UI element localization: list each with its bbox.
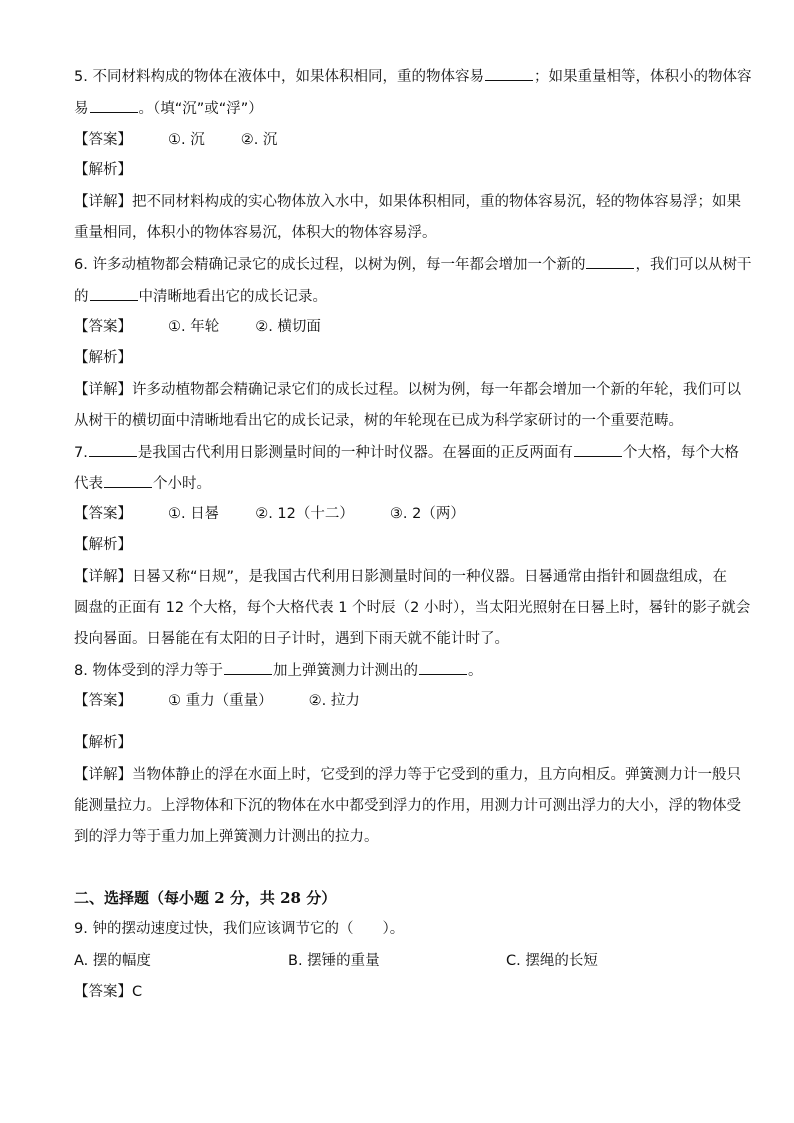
q5-text-1: 5. 不同材料构成的物体在液体中，如果体积相同，重的物体容易 — [74, 69, 484, 85]
q6-answer — [74, 317, 321, 337]
q7-text-3: 个大格，每个大格 — [622, 445, 739, 461]
q5-text-3: 易 — [74, 101, 89, 117]
section-heading: 二、选择题（每小题 2 分，共 28 分） — [74, 889, 337, 907]
q7-detail-line-3: 投向晷面。日晷能在有太阳的日子计时，遇到下雨天就不能计时了。 — [74, 631, 509, 647]
q6-answer-2: ②. 横切面 — [255, 319, 321, 335]
q5-detail-line-2: 重量相同，体积小的物体容易沉，体积大的物体容易浮。 — [74, 225, 437, 241]
q5-text-4: 。（填“沉”或“浮”） — [138, 101, 263, 117]
q9-answer-value: C — [132, 984, 143, 1000]
q9-answer — [74, 982, 142, 1002]
q6-detail-line-2: 从树干的横切面中清晰地看出它的成长记录，树的年轮现在已成为科学家研讨的一个重要范畴。 — [74, 413, 683, 429]
answer-tag: 【答案】 — [74, 506, 132, 522]
q6-text-4: 中清晰地看出它的成长记录。 — [138, 289, 327, 305]
q7-detail-line-1: 【详解】日晷又称“日规”，是我国古代利用日影测量时间的一种仪器。日晷通常由指针和圆盘组成，在 — [74, 569, 728, 585]
q6-detail-line-1: 【详解】许多动植物都会精确记录它们的成长过程。以树为例，每一年都会增加一个新的年轮，我们可以 — [74, 382, 741, 398]
q8-answer — [74, 691, 360, 711]
q6-blank-2 — [90, 286, 138, 301]
q8-detail-line-3: 到的浮力等于重力加上弹簧测力计测出的拉力。 — [74, 829, 379, 845]
q5-answer-2: ②. 沉 — [240, 132, 278, 148]
analysis-tag: 【解析】 — [74, 537, 132, 553]
q5-stem-line-1 — [74, 66, 751, 87]
q7-analysis — [74, 535, 132, 555]
q6-stem-line-1 — [74, 254, 751, 275]
q7-answer-2: ②. 12（十二） — [255, 506, 354, 522]
analysis-tag: 【解析】 — [74, 350, 132, 366]
q8-stem-line-1 — [74, 660, 482, 681]
q9-option-a: A. 摆的幅度 — [74, 953, 151, 969]
q7-answer-1: ①. 日晷 — [168, 506, 220, 522]
q8-text-1: 8. 物体受到的浮力等于 — [74, 663, 223, 679]
q7-answer — [74, 504, 465, 524]
q6-text-1: 6. 许多动植物都会精确记录它的成长过程，以树为例，每一年都会增加一个新的 — [74, 257, 586, 273]
q7-answer-3: ③. 2（两） — [389, 506, 465, 522]
q6-text-2: ，我们可以从树干 — [635, 257, 752, 273]
q7-text-1: 7. — [74, 445, 88, 461]
q6-stem-line-2 — [74, 286, 327, 307]
q6-text-3: 的 — [74, 289, 89, 305]
q9-stem: 9. 钟的摆动速度过快，我们应该调节它的（ ）。 — [74, 921, 405, 937]
answer-tag: 【答案】 — [74, 132, 132, 148]
q7-stem-line-2 — [74, 473, 211, 494]
q7-blank-3 — [104, 473, 152, 488]
q5-text-2: ；如果重量相等，体积小的物体容 — [533, 69, 752, 85]
q6-blank-1 — [586, 254, 634, 269]
q7-blank-1 — [89, 442, 137, 457]
q5-answer — [74, 130, 277, 150]
q5-blank-1 — [485, 66, 533, 81]
q5-answer-1: ①. 沉 — [168, 132, 205, 148]
q5-detail-line-1: 【详解】把不同材料构成的实心物体放入水中，如果体积相同，重的物体容易沉，轻的物体容易浮；如果 — [74, 194, 741, 210]
answer-tag: 【答案】 — [74, 319, 132, 335]
q9-options — [74, 951, 726, 971]
q8-answer-2: ②. 拉力 — [308, 693, 360, 709]
q8-detail-line-1: 【详解】当物体静止的浮在水面上时，它受到的浮力等于它受到的重力，且方向相反。弹簧测力计一般只 — [74, 767, 741, 783]
q7-detail-line-2: 圆盘的正面有 12 个大格，每个大格代表 1 个时辰（2 小时），当太阳光照射在日晷上时，晷针的影子就会 — [74, 600, 751, 616]
analysis-tag: 【解析】 — [74, 162, 132, 178]
q6-answer-1: ①. 年轮 — [168, 319, 220, 335]
answer-tag: 【答案】 — [74, 693, 132, 709]
q8-text-3: 。 — [467, 663, 483, 679]
q9-option-c: C. 摆绳的长短 — [506, 953, 598, 969]
q9-option-b: B. 摆锤的重量 — [288, 953, 380, 969]
q7-text-5: 个小时。 — [153, 476, 211, 492]
q7-text-2: 是我国古代利用日影测量时间的一种计时仪器。在晷面的正反两面有 — [137, 445, 573, 461]
q6-analysis — [74, 348, 132, 368]
answer-tag: 【答案】 — [74, 984, 132, 1000]
q8-detail-line-2: 能测量拉力。上浮物体和下沉的物体在水中都受到浮力的作用，用测力计可测出浮力的大小，浮的物体受 — [74, 798, 741, 814]
q8-analysis — [74, 733, 132, 753]
q5-stem-line-2 — [74, 98, 263, 119]
q7-text-4: 代表 — [74, 476, 103, 492]
q8-blank-1 — [224, 660, 272, 675]
q5-analysis — [74, 160, 132, 180]
analysis-tag: 【解析】 — [74, 735, 132, 751]
q8-answer-1: ① 重力（重量） — [168, 693, 273, 709]
q7-stem-line-1 — [74, 442, 739, 463]
q7-blank-2 — [574, 442, 622, 457]
q8-text-2: 加上弹簧测力计测出的 — [272, 663, 418, 679]
q5-blank-2 — [90, 98, 138, 113]
q8-blank-2 — [419, 660, 467, 675]
